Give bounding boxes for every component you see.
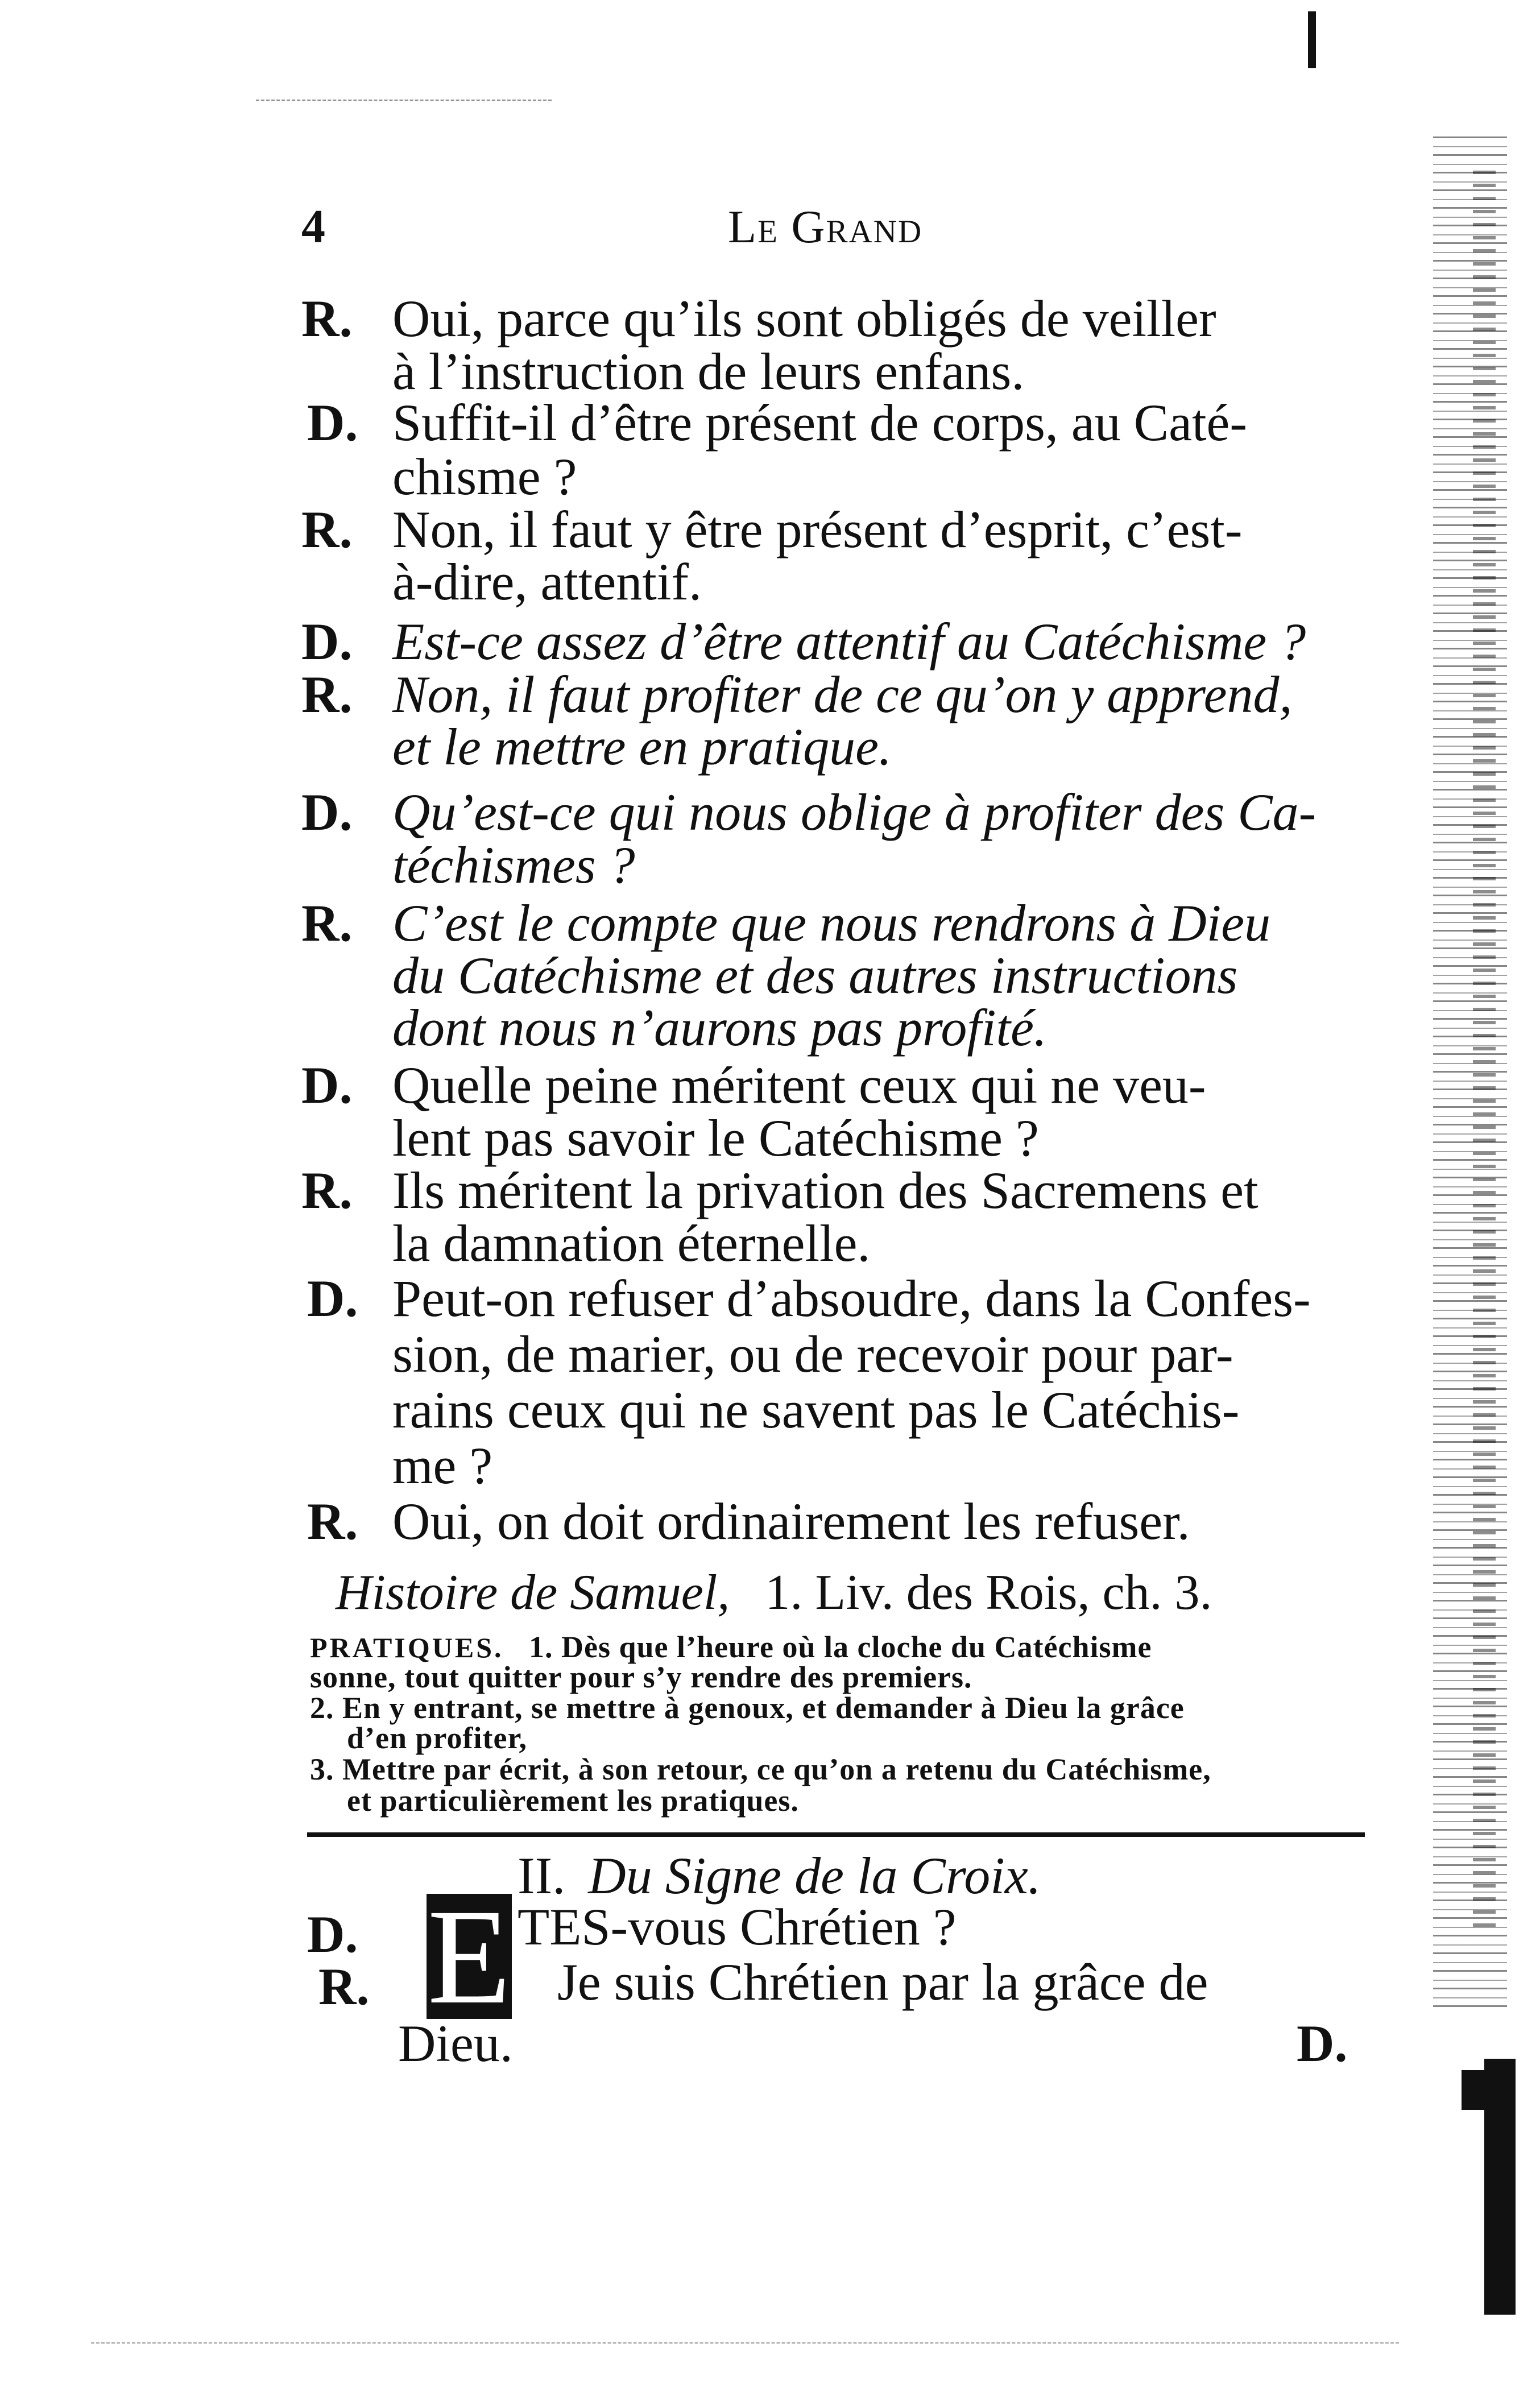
dialogue-line: Est-ce assez d’être attentif au Catéchisme ? bbox=[392, 613, 1306, 671]
scan-artifact bbox=[91, 2342, 1399, 2344]
section-heading: Du Signe de la Croix. bbox=[588, 1847, 1041, 1905]
section-divider bbox=[307, 1832, 1365, 1837]
scan-edge-noise bbox=[1473, 171, 1496, 1934]
dialogue-line: Non, il faut y être présent d’esprit, c’est- bbox=[392, 500, 1243, 558]
running-head: Le Grand bbox=[728, 201, 923, 253]
dialogue-label: D. bbox=[301, 783, 353, 841]
dialogue-line: du Catéchisme et des autres instructions bbox=[392, 946, 1238, 1004]
dialogue-line: la damnation éternelle. bbox=[392, 1214, 871, 1272]
section-number: II. bbox=[518, 1847, 566, 1905]
page-number: 4 bbox=[301, 200, 325, 253]
dialogue-line: TES-vous Chrétien ? bbox=[518, 1898, 957, 1956]
dialogue-line: à l’instruction de leurs enfans. bbox=[392, 342, 1025, 400]
dialogue-line: Dieu. bbox=[398, 2014, 513, 2072]
dialogue-label: R. bbox=[301, 665, 353, 723]
practices-text: 3. Mettre par écrit, à son retour, ce qu’on a retenu du Catéchisme, bbox=[310, 1752, 1211, 1786]
dialogue-line: dont nous n’aurons pas profité. bbox=[392, 999, 1047, 1057]
dialogue-label: R. bbox=[318, 1958, 370, 2016]
dialogue-label: D. bbox=[307, 1269, 358, 1327]
dialogue-label: D. bbox=[301, 1056, 353, 1114]
scan-artifact bbox=[256, 100, 552, 101]
dialogue-line: Quelle peine méritent ceux qui ne veu- bbox=[392, 1056, 1206, 1114]
dialogue-line: Je suis Chrétien par la grâce de bbox=[557, 1953, 1208, 2011]
history-reference bbox=[336, 1564, 1212, 1621]
dialogue-line: me ? bbox=[392, 1437, 493, 1495]
scan-mark bbox=[1308, 11, 1316, 68]
dialogue-label: D. bbox=[307, 394, 358, 452]
dialogue-line: Qu’est-ce qui nous oblige à profiter des Ca- bbox=[392, 783, 1317, 841]
practices-text: d’en profiter, bbox=[347, 1721, 527, 1755]
dialogue-label: R. bbox=[307, 1492, 358, 1550]
dialogue-line: rains ceux qui ne savent pas le Catéchis- bbox=[392, 1381, 1240, 1439]
dialogue-line: chisme ? bbox=[392, 448, 577, 506]
dialogue-line: lent pas savoir le Catéchisme ? bbox=[392, 1109, 1039, 1167]
dialogue-label: R. bbox=[301, 894, 353, 952]
catchword: D. bbox=[1297, 2014, 1348, 2072]
dialogue-line: C’est le compte que nous rendrons à Dieu bbox=[392, 894, 1271, 952]
dialogue-line: Peut-on refuser d’absoudre, dans la Confes- bbox=[392, 1269, 1311, 1327]
practices-heading: PRATIQUES. bbox=[310, 1632, 504, 1663]
dialogue-line: sion, de marier, ou de recevoir pour par- bbox=[392, 1325, 1233, 1383]
drop-cap: E bbox=[427, 1881, 511, 2032]
dialogue-label: R. bbox=[301, 500, 353, 558]
scan-edge-noise bbox=[1433, 136, 1507, 2013]
dialogue-line: et le mettre en pratique. bbox=[392, 718, 892, 776]
dialogue-line: téchismes ? bbox=[392, 836, 635, 894]
scan-block-mark bbox=[1462, 2070, 1484, 2110]
dialogue-line: Ils méritent la privation des Sacremens et bbox=[392, 1161, 1259, 1219]
dialogue-line: Oui, on doit ordinairement les refuser. bbox=[392, 1492, 1190, 1550]
history-title: Histoire de Samuel, bbox=[336, 1565, 730, 1620]
scan-block-mark bbox=[1484, 2059, 1516, 2315]
dialogue-label: R. bbox=[301, 289, 353, 347]
dialogue-line: Suffit-il d’être présent de corps, au Caté- bbox=[392, 394, 1247, 452]
dialogue-line: Non, il faut profiter de ce qu’on y apprend, bbox=[392, 665, 1293, 723]
practices-text: sonne, tout quitter pour s’y rendre des premiers. bbox=[310, 1660, 972, 1694]
practices-text: 2. En y entrant, se mettre à genoux, et demander à Dieu la grâce bbox=[310, 1691, 1185, 1725]
practices-text: 1. Dès que l’heure où la cloche du Catéchisme bbox=[529, 1630, 1152, 1664]
dialogue-label: D. bbox=[301, 613, 353, 671]
dialogue-label: D. bbox=[307, 1905, 358, 1963]
history-ref: 1. Liv. des Rois, ch. 3. bbox=[765, 1565, 1212, 1620]
dialogue-label: R. bbox=[301, 1161, 353, 1219]
dialogue-line: Oui, parce qu’ils sont obligés de veiller bbox=[392, 289, 1216, 347]
practices-text: et particulièrement les pratiques. bbox=[347, 1783, 799, 1818]
dialogue-line: à-dire, attentif. bbox=[392, 553, 702, 611]
